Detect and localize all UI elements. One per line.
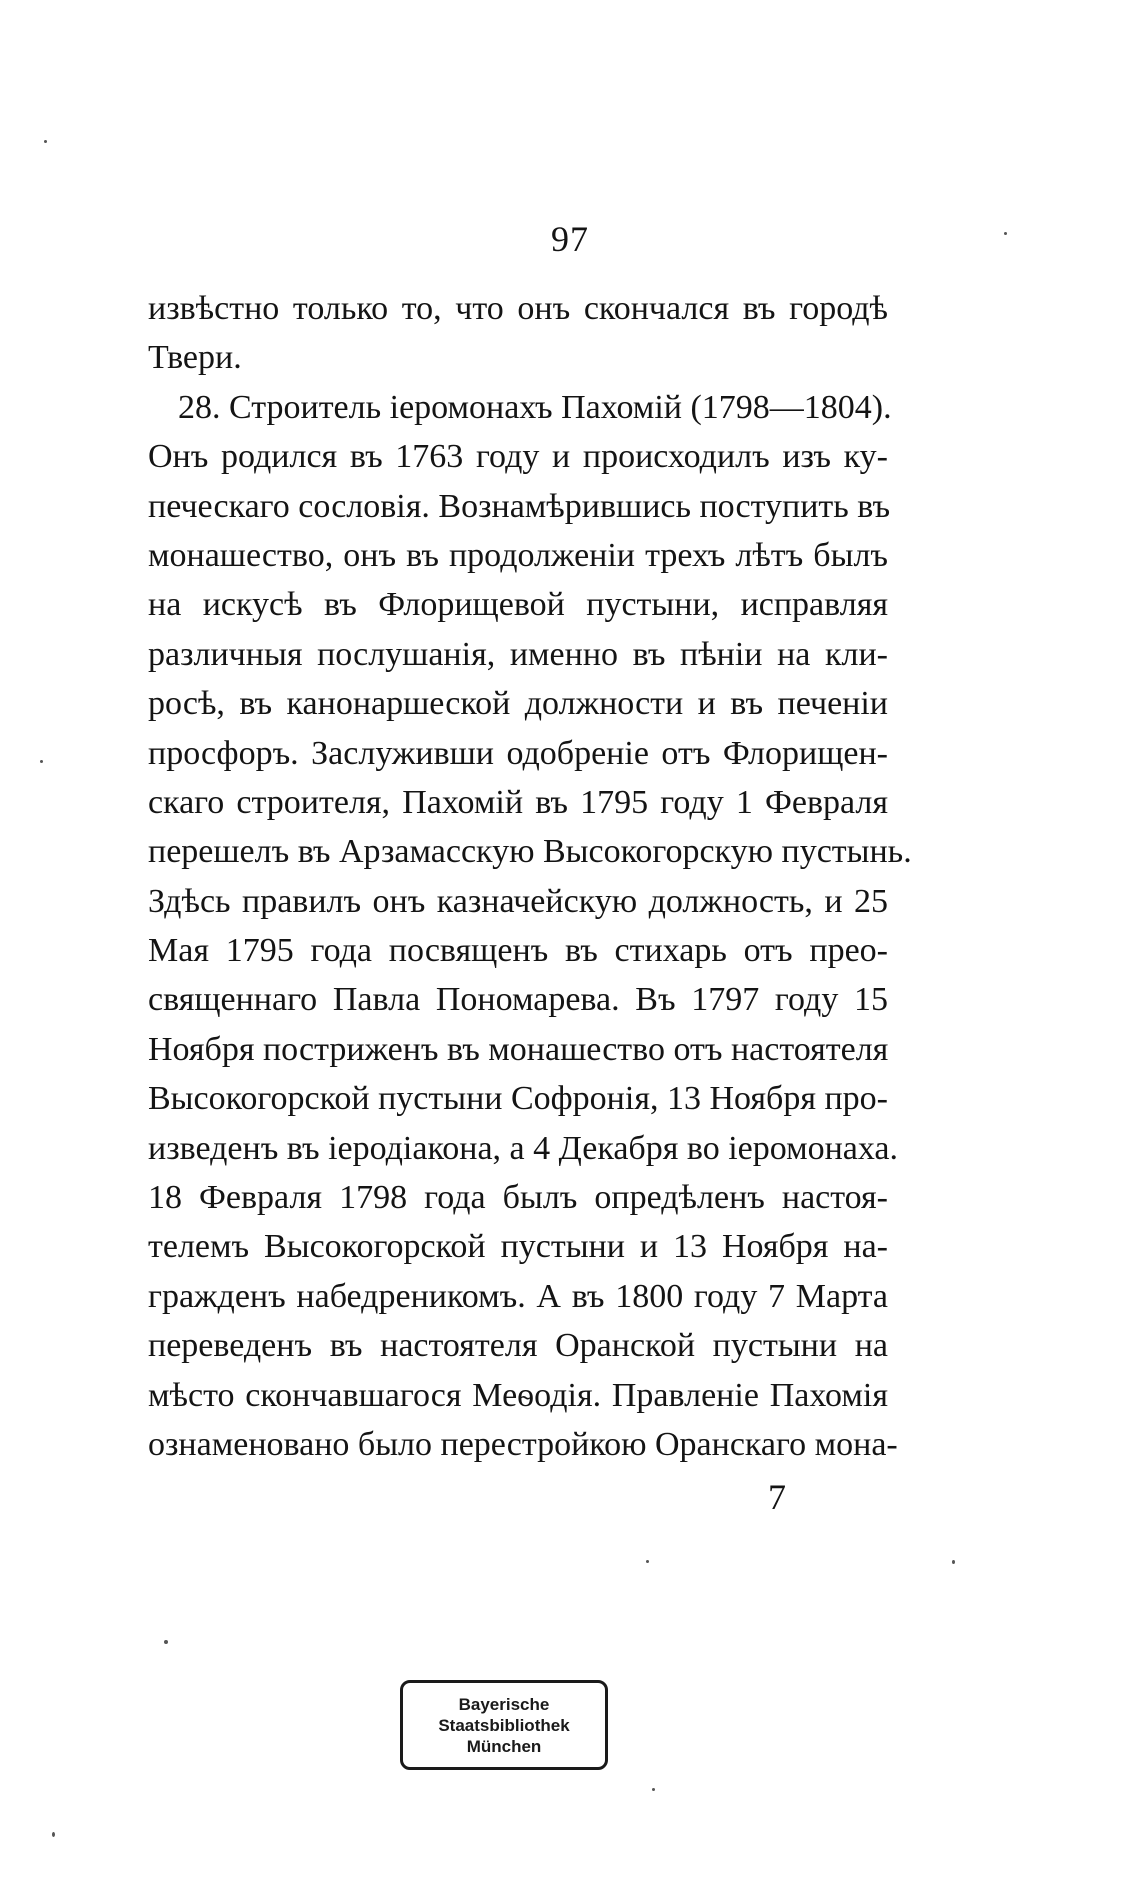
text-line: священнаго Павла Пономарева. Въ 1797 году 15 [148, 981, 888, 1019]
text-line: 18 Февраля 1798 года былъ опредѣленъ настоя- [148, 1179, 888, 1217]
text-line: 28. Строитель іеромонахъ Пахомій (1798—1804). [178, 388, 892, 426]
text-line: различныя послушанія, именно въ пѣніи на кли- [148, 635, 888, 673]
text-line: Онъ родился въ 1763 году и происходилъ изъ ку- [148, 438, 888, 476]
text-line: изведенъ въ іеродіакона, а 4 Декабря во іеромонаха. [148, 1129, 899, 1167]
scan-speck [40, 760, 43, 763]
text-line: ознаменовано было перестройкою Оранскаго мона- [148, 1425, 898, 1463]
text-line: переведенъ въ настоятеля Оранской пустыни на [148, 1327, 888, 1365]
text-line: перешелъ въ Арзамасскую Высокогорскую пустынь. [148, 833, 912, 871]
scan-speck [52, 1832, 55, 1837]
scan-speck [646, 1560, 649, 1563]
scan-speck [1004, 232, 1007, 235]
scan-speck [952, 1560, 955, 1564]
stamp-line: München [466, 1736, 542, 1756]
page-number: 97 [551, 219, 589, 259]
text-line: мѣсто скончавшагося Меѳодія. Правленіе Пахомія [148, 1376, 888, 1414]
stamp-line: Staatsbibliothek [438, 1715, 570, 1735]
text-line: Мая 1795 года посвященъ въ стихарь отъ прео- [148, 932, 888, 970]
text-line: монашество, онъ въ продолженіи трехъ лѣтъ былъ [148, 536, 888, 574]
text-line: просфоръ. Заслуживши одобреніе отъ Флорищен- [148, 734, 888, 772]
scan-speck [44, 140, 47, 143]
body-text [148, 284, 912, 1469]
text-line: гражденъ набедреникомъ. А въ 1800 году 7 Марта [148, 1277, 888, 1315]
text-line: Высокогорской пустыни Софронія, 13 Ноября про- [148, 1080, 888, 1118]
text-line: печескаго сословія. Вознамѣрившись поступить въ [148, 487, 891, 525]
text-line: росѣ, въ канонаршеской должности и въ печеніи [148, 685, 888, 723]
library-stamp [400, 1680, 608, 1770]
text-line: Здѣсь правилъ онъ казначейскую должность, и 25 [148, 882, 888, 920]
text-line: Ноября постриженъ въ монашество отъ настоятеля [148, 1030, 889, 1068]
scan-speck [164, 1640, 168, 1644]
text-line: на искусѣ въ Флорищевой пустыни, исправляя [148, 586, 888, 624]
text-line: извѣстно только то, что онъ скончался въ городѣ [148, 290, 888, 327]
text-line: Твери. [148, 339, 242, 377]
signature-mark: 7 [768, 1477, 786, 1517]
stamp-line: Bayerische [458, 1694, 550, 1714]
text-line: скаго строителя, Пахомій въ 1795 году 1 Февраля [148, 783, 888, 821]
text-line: телемъ Высокогорской пустыни и 13 Ноября на- [148, 1228, 888, 1266]
scan-speck [652, 1788, 655, 1791]
